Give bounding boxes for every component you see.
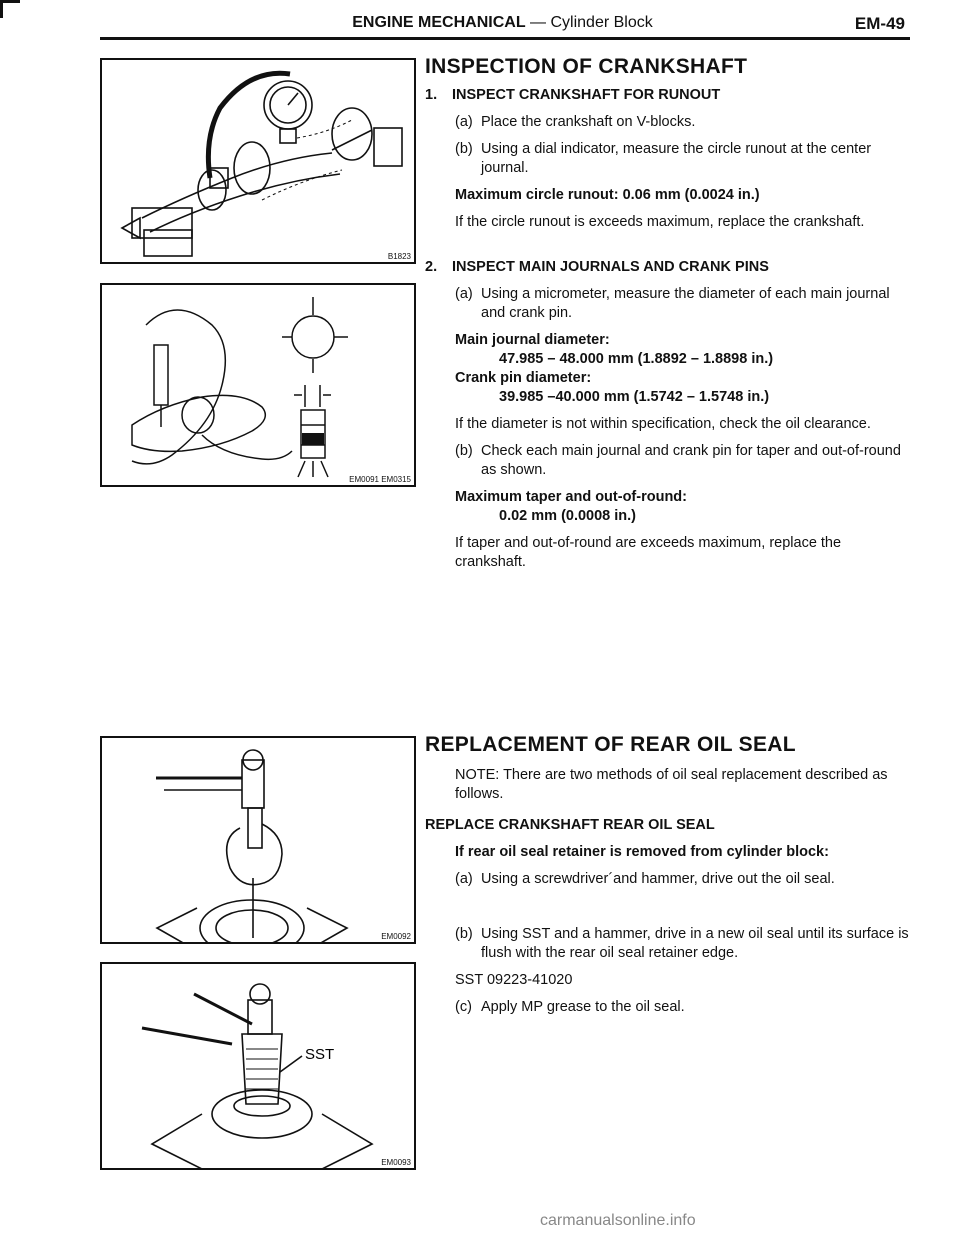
spec-crank-pin-value: 39.985 –40.000 mm (1.5742 – 1.5748 in.) [499,389,770,405]
corner-crop-mark [0,0,20,3]
section-heading: INSPECTION OF CRANKSHAFT [425,55,748,78]
page-number: EM-49 [854,14,905,33]
section-inspection-crankshaft [425,57,915,572]
step-c: (c) Apply MP grease to the oil seal. [455,999,685,1015]
step-2b: (b) Check each main journal and crank pin for taper and out-of-round as shown. [455,443,901,478]
step-2a: (a) Using a micrometer, measure the diameter of each main journal and crank pin. [455,286,890,321]
screwdriver-hammer-oil-seal-removal-icon [102,738,414,942]
header-rule [100,37,910,40]
note-taper: If taper and out-of-round are exceeds maximum, replace the crankshaft. [455,535,842,570]
note-methods: NOTE: There are two methods of oil seal replacement described as follows. [455,767,888,802]
spec-crank-pin-label: Crank pin diameter: [455,370,592,386]
step-b: (b) Using SST and a hammer, drive in a new oil seal until its surface is flush with the rear oil seal retainer edge. [455,926,909,961]
step-1b: (b) Using a dial indicator, measure the circle runout at the center journal. [455,141,872,176]
sst-hammer-oil-seal-install-icon [102,964,414,1168]
header-title: ENGINE MECHANICAL — Cylinder Block [352,14,653,31]
spec-taper-label: Maximum taper and out-of-round: [455,489,687,505]
watermark-site: carmanualsonline.info [540,1212,696,1229]
step-2-title: 2. INSPECT MAIN JOURNALS AND CRANK PINS [425,259,769,275]
step-a: (a) Using a screwdriver´and hammer, drive out the oil seal. [455,871,835,887]
step-1-title: 1. INSPECT CRANKSHAFT FOR RUNOUT [425,87,721,103]
page-header [100,14,905,36]
sst-callout: SST [305,1046,335,1063]
condition: If rear oil seal retainer is removed from cylinder block: [455,844,829,860]
sst-number: SST 09223-41020 [455,972,573,988]
sub-heading: REPLACE CRANKSHAFT REAR OIL SEAL [425,817,715,833]
spec-runout: Maximum circle runout: 0.06 mm (0.0024 in.) [455,187,760,203]
figure-code: EM0093 [381,1158,411,1167]
spec-main-journal-value: 47.985 – 48.000 mm (1.8892 – 1.8898 in.) [499,351,774,367]
step-1a: (a) Place the crankshaft on V-blocks. [455,114,696,130]
micrometer-journal-measurement-icon [102,285,414,485]
section-heading: REPLACEMENT OF REAR OIL SEAL [425,733,796,756]
figure-oil-seal-removal [100,736,416,944]
figure-code: B1823 [387,252,411,261]
corner-crop-mark-vertical [0,0,3,18]
section-rear-oil-seal [425,735,915,1017]
note-runout: If the circle runout is exceeds maximum, replace the crankshaft. [455,214,865,230]
figure-oil-seal-install [100,962,416,1170]
figure-code: EM0092 [381,932,411,941]
note-diameter: If the diameter is not within specification, check the oil clearance. [455,416,871,432]
figure-crankshaft-runout [100,58,416,264]
figure-micrometer [100,283,416,487]
spec-taper-value: 0.02 mm (0.0008 in.) [499,508,637,524]
spec-main-journal-label: Main journal diameter: [455,332,610,348]
crankshaft-runout-dial-indicator-icon [102,60,414,262]
figure-code: EM0091 EM0315 [349,475,411,484]
